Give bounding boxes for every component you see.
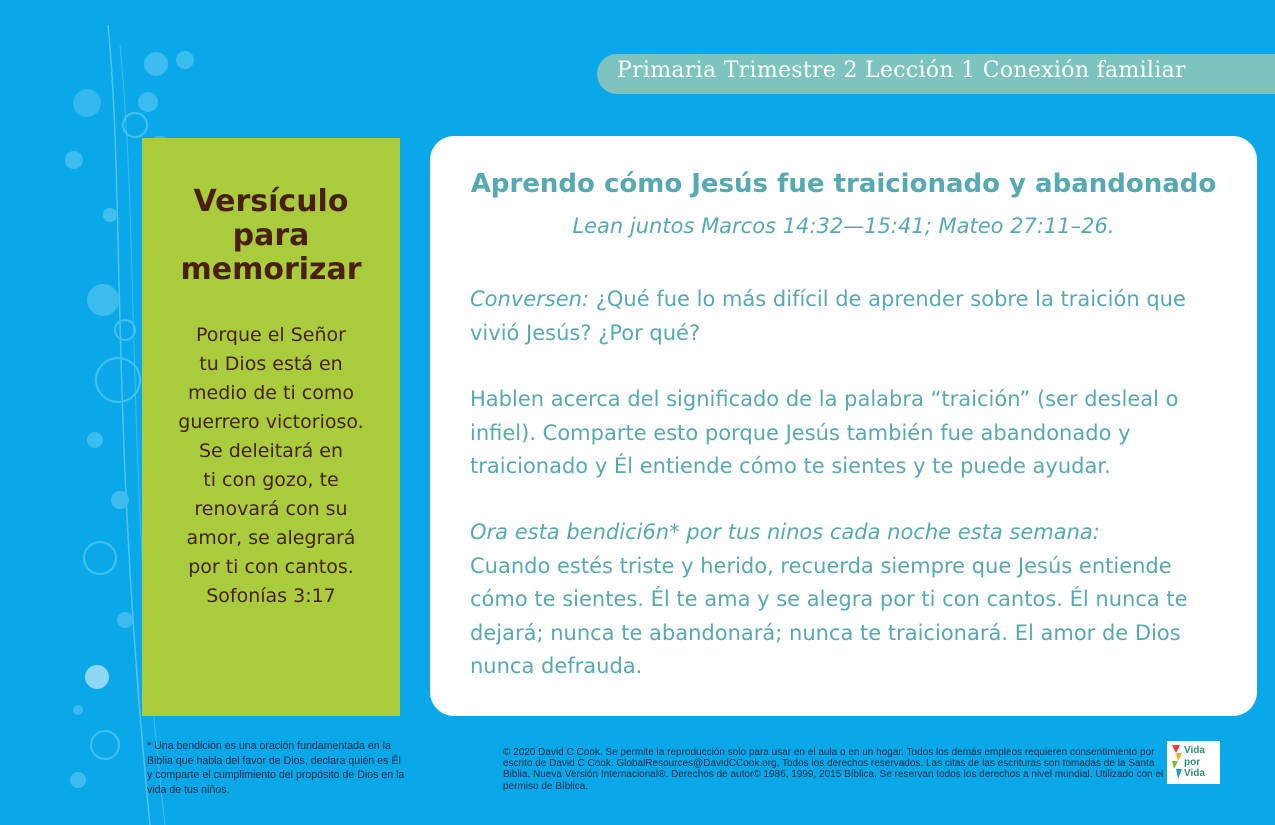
lesson-card <box>430 136 1257 716</box>
memory-verse-panel <box>142 138 400 716</box>
vida-por-vida-logo <box>1167 741 1220 784</box>
verse-line: por ti con cantos. <box>188 556 354 578</box>
lesson-reading: Lean juntos Marcos 14:32—15:41; Mateo 27:11–26. <box>572 214 1115 238</box>
verse-reference: Sofonías 3:17 <box>206 585 336 607</box>
verse-title-line: memorizar <box>180 252 362 287</box>
blessing-label: Ora esta bendici6n* por tus ninos cada noche esta semana: <box>470 520 1100 544</box>
logo-line: Vida <box>1184 768 1205 779</box>
copyright-notice: © 2020 David C Cook. Se permite la reproducción solo para usar en el aula o en un hogar. Todos los demás empleos requieren consentimiento por escrito de David C Cook. GlobalResources@DavidCCook.org. Todos los derechos reservados. Las citas de las escrituras son tomadas de la Santa Biblia, Nueva Versión Internacional®. Derechos de autor© 1986, 1999, 2015 Bíblica. Se reservan todos los derechos a nivel mundial. Utilizado con el permiso de Bíblica. <box>503 747 1164 792</box>
discussion-question: ¿Qué fue lo más difícil de aprender sobre la traición que vivió Jesús? ¿Por qué? <box>470 287 1186 345</box>
logo-text <box>1184 745 1218 780</box>
blessing-text: Cuando estés triste y herido, recuerda siempre que Jesús entiende cómo te sientes. Él te ama y se alegra por ti con cantos. Él nunca te dejará; nunca te abandonará; nunca te traicionará. El amor de Dios nunca defrauda. <box>470 553 1188 678</box>
memory-verse-text <box>152 321 390 611</box>
logo-line: Vida <box>1184 745 1205 756</box>
verse-title-line: para <box>232 218 310 253</box>
verse-line: ti con gozo, te <box>203 469 339 491</box>
banner-title: Primaria Trimestre 2 Lección 1 Conexión familiar <box>617 58 1186 83</box>
lesson-title: Aprendo cómo Jesús fue traicionado y abandonado <box>470 169 1217 199</box>
memory-verse-title <box>142 185 400 287</box>
verse-line: tu Dios está en <box>199 353 343 375</box>
header-banner <box>597 54 1275 94</box>
blessing-footnote: * Una bendición es una oración fundamentada en la Biblia que habla del favor de Dios, declara quién es Él y comparte el cumplimiento del propósito de Dios en la vida de tus niños. <box>147 740 405 796</box>
logo-line: por <box>1184 756 1201 768</box>
verse-line: renovará con su <box>194 498 348 520</box>
verse-line: medio de ti como <box>188 382 354 404</box>
meaning-paragraph: Hablen acerca del significado de la palabra “traición” (ser desleal o infiel). Comparte esto porque Jesús también fue abandonado y traicionado y Él entiende cómo te sientes y te puede ayudar. <box>470 387 1179 478</box>
verse-line: Se deleitará en <box>198 440 344 462</box>
verse-title-line: Versículo <box>193 184 349 219</box>
blessing-paragraph <box>470 516 1230 684</box>
logo-mark-icon <box>1170 745 1182 779</box>
verse-line: guerrero victorioso. <box>178 411 364 433</box>
discussion-label: Conversen: <box>470 287 590 311</box>
verse-line: amor, se alegrará <box>186 527 356 549</box>
verse-line: Porque el Señor <box>196 324 346 346</box>
discussion-paragraph <box>470 283 1230 350</box>
